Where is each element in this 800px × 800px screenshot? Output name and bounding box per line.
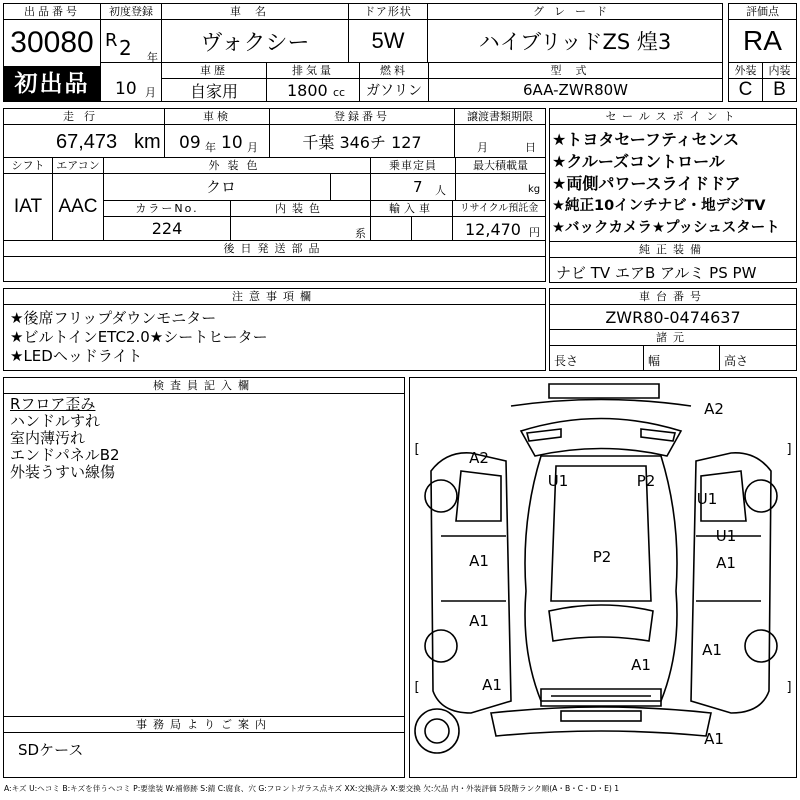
plate-cell — [269, 108, 455, 158]
lot-number-label: 出品番号 — [4, 4, 100, 20]
mileage-label: 走行 — [4, 109, 164, 125]
wheel-icon — [425, 480, 457, 512]
front-bumper — [511, 400, 691, 407]
model-code: 6AA-ZWR80W — [522, 81, 628, 99]
score-label: 評価点 — [729, 4, 796, 20]
car-name-label: 車名 — [162, 4, 348, 20]
recycle-label: リサイクル預託金 — [453, 201, 545, 217]
displacement-label: 排気量 — [267, 63, 359, 79]
later-parts-cell — [3, 240, 546, 282]
inspector-cell — [3, 377, 405, 717]
grade: ハイブリッドZS 煌3 — [478, 30, 672, 54]
specs-label: 諸元 — [550, 330, 796, 346]
notes-cell — [3, 288, 546, 371]
displacement-cell — [266, 62, 360, 102]
rear-plate — [561, 711, 641, 721]
shift-label: シフト — [4, 158, 52, 174]
wheel-icon — [745, 630, 777, 662]
import-divider — [411, 217, 412, 241]
sales-points-label: セールスポイント — [550, 109, 796, 125]
recycle-fee: 12,470 — [465, 220, 521, 239]
color-label: 外装色 — [104, 158, 370, 174]
inspector-item: ハンドルすれ — [10, 412, 101, 430]
windshield — [521, 419, 681, 457]
interior-color-unit: 系 — [355, 227, 366, 240]
first-registration-label: 初度登録 — [101, 4, 161, 20]
front-lights — [527, 429, 675, 441]
mileage: 67,473 — [56, 131, 118, 153]
recycle-cell — [452, 200, 546, 241]
car-diagram-cell — [409, 377, 797, 778]
year-unit: 年 — [147, 51, 158, 64]
inspector-item: 外装うすい線傷 — [10, 463, 116, 481]
transfer-day-unit: 日 — [525, 141, 536, 154]
sales-point: ★トヨタセーフティセンス — [552, 130, 740, 149]
note-item: ★後席フリップダウンモニター — [10, 309, 217, 327]
spare-wheel-icon — [425, 719, 449, 743]
damage-mark: A1 — [704, 730, 724, 748]
damage-mark: A1 — [482, 676, 502, 694]
damage-mark: P2 — [636, 472, 656, 490]
damage-mark: A1 — [702, 641, 722, 659]
displacement: 1800 — [287, 81, 328, 100]
exterior-label: 外装 — [729, 63, 762, 79]
damage-mark: A1 — [631, 656, 651, 674]
exterior-grade: C — [738, 79, 753, 100]
cc-unit: cc — [333, 86, 346, 99]
lot-number-cell — [3, 3, 101, 67]
notes-list — [10, 309, 268, 366]
bracket-mark: ] — [786, 442, 792, 457]
damage-mark: U1 — [696, 490, 718, 508]
yen-unit: 円 — [529, 226, 540, 239]
inspection-month: 10 — [221, 133, 243, 153]
interior-color-cell — [230, 200, 371, 241]
wheel-icon — [425, 630, 457, 662]
registration-month: 10 — [115, 79, 137, 99]
load-unit: kg — [528, 184, 541, 195]
damage-mark: A1 — [469, 552, 489, 570]
notes-label: 注意事項欄 — [4, 289, 545, 305]
grade-label: グレード — [428, 4, 722, 20]
damage-mark: A1 — [469, 612, 489, 630]
color-divider — [330, 174, 331, 201]
shift-cell — [3, 157, 53, 241]
damage-mark: U1 — [547, 472, 569, 490]
fuel-cell — [359, 62, 429, 102]
transfer-month-unit: 月 — [477, 141, 488, 154]
inspector-item: Rフロア歪み — [10, 395, 96, 413]
inspection-year-unit: 年 — [205, 141, 216, 154]
month-unit: 月 — [145, 86, 156, 99]
colorno-label: カラーNo. — [104, 201, 230, 217]
plate-label: 登録番号 — [270, 109, 454, 125]
history-label: 車歴 — [162, 63, 266, 79]
inspector-item: 室内薄汚れ — [10, 429, 86, 447]
equipment: ナビ TV エアB アルミ PS PW — [556, 264, 757, 282]
model-label: 型式 — [429, 63, 722, 79]
office-label: 事務局よりご案内 — [4, 717, 404, 733]
sales-point: ★純正10インチナビ・地デジTV — [552, 198, 766, 214]
spare-wheel-icon — [415, 709, 459, 753]
office-cell — [3, 716, 405, 778]
sales-point: ★クルーズコントロール — [552, 152, 725, 171]
damage-mark: A1 — [716, 554, 736, 572]
sales-point: ★バックカメラ★プッシュスタート — [552, 220, 780, 236]
spec-length: 長さ — [554, 354, 579, 368]
door-cell — [348, 3, 428, 63]
color-cell — [103, 157, 371, 201]
spec-divider — [719, 346, 720, 371]
bracket-mark: [ — [414, 680, 420, 695]
shift: IAT — [13, 196, 43, 217]
car-diagram — [410, 378, 796, 777]
sales-points-list — [552, 129, 780, 239]
note-item: ★LEDヘッドライト — [10, 347, 143, 365]
sales-points-cell — [549, 108, 797, 242]
left-side-outline — [431, 453, 511, 713]
load-cell — [455, 157, 546, 201]
transfer-cell — [454, 108, 546, 158]
score: RA — [743, 25, 782, 56]
damage-mark: A2 — [469, 449, 489, 467]
equipment-label: 純正装備 — [550, 242, 796, 258]
ac: AAC — [58, 196, 98, 217]
spec-height: 高さ — [724, 354, 749, 368]
chassis-cell — [549, 288, 797, 330]
car-name-cell — [161, 3, 349, 63]
ac-cell — [52, 157, 104, 241]
import-cell — [370, 200, 453, 241]
registration-year: 2 — [119, 36, 132, 60]
interior-color-label: 内装色 — [231, 201, 370, 217]
color: クロ — [206, 178, 237, 196]
plate-number: 千葉 346チ 127 — [302, 132, 422, 152]
km-unit: km — [134, 131, 161, 153]
hood-outline — [549, 384, 659, 398]
chassis-label: 車台番号 — [550, 289, 796, 305]
capacity-label: 乗車定員 — [371, 158, 455, 174]
door-type: 5W — [371, 28, 405, 53]
rear-panel — [541, 689, 661, 706]
grade-cell — [427, 3, 723, 63]
wheel-icon — [745, 480, 777, 512]
ac-label: エアコン — [53, 158, 103, 174]
capacity: 7 — [413, 178, 423, 196]
score-cell — [728, 3, 797, 63]
inspection-month-unit: 月 — [247, 141, 258, 154]
lot-number: 30080 — [10, 26, 94, 59]
bracket-mark: [ — [414, 442, 420, 457]
colorno-cell — [103, 200, 231, 241]
fuel-label: 燃料 — [360, 63, 428, 79]
spec-width: 幅 — [648, 354, 661, 368]
spec-divider — [643, 346, 644, 371]
damage-mark: A2 — [704, 400, 724, 418]
import-label: 輸入車 — [371, 201, 452, 217]
exterior-cell — [728, 62, 763, 102]
capacity-unit: 人 — [435, 184, 446, 197]
mileage-cell — [3, 108, 165, 158]
rear-window — [549, 605, 653, 641]
era: R — [105, 30, 118, 51]
transfer-label: 譲渡書類期限 — [455, 109, 545, 125]
damage-mark: P2 — [592, 548, 612, 566]
damage-mark: U1 — [715, 527, 737, 545]
history: 自家用 — [189, 81, 238, 101]
inspection-year: 09 — [179, 133, 201, 153]
sales-point: ★両側パワースライドドア — [552, 174, 741, 193]
color-number: 224 — [151, 219, 183, 238]
car-name: ヴォクシー — [200, 30, 310, 56]
door-label: ドア形状 — [349, 4, 427, 20]
capacity-cell — [370, 157, 456, 201]
later-parts-label: 後日発送部品 — [4, 241, 545, 257]
fuel: ガソリン — [366, 83, 422, 99]
specs-cell — [549, 329, 797, 371]
load-label: 最大積載量 — [456, 158, 545, 174]
first-listing-label: 初出品 — [14, 71, 90, 97]
interior-cell — [762, 62, 797, 102]
inspector-item: エンドパネルB2 — [10, 446, 120, 464]
equipment-cell — [549, 241, 797, 283]
inspection-cell — [164, 108, 270, 158]
office-note: SDケース — [18, 741, 84, 759]
history-cell — [161, 62, 267, 102]
registration-month-cell — [100, 62, 162, 102]
inspector-label: 検査員記入欄 — [4, 378, 404, 394]
inspection-label: 車検 — [165, 109, 269, 125]
interior-grade: B — [773, 79, 786, 100]
first-registration-cell — [100, 3, 162, 63]
legend: A:キズ U:ヘコミ B:キズを伴うヘコミ P:要塗装 W:補修跡 S:錆 C:腐食、穴 G:フロントガラス点キズ XX:交換済み X:要交換 欠:欠品 内・外装評価 5段階ランク順(A・B・C・D・E) 1 — [4, 784, 620, 793]
chassis-number: ZWR80-0474637 — [605, 307, 741, 327]
note-item: ★ビルトインETC2.0★シートヒーター — [10, 328, 268, 346]
body-outline — [525, 456, 677, 701]
inspector-list — [10, 396, 120, 481]
interior-label: 内装 — [763, 63, 796, 79]
bracket-mark: ] — [786, 680, 792, 695]
model-cell — [428, 62, 723, 102]
left-side-window — [456, 471, 501, 521]
